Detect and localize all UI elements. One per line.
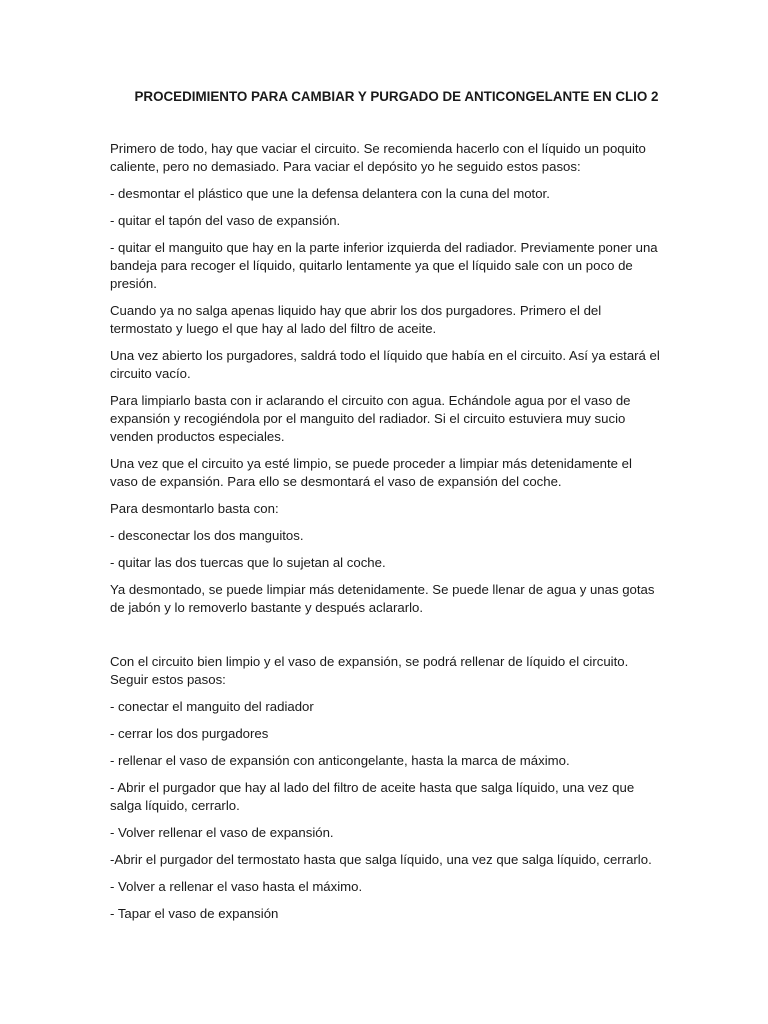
paragraph-desmontar: Para desmontarlo basta con:: [110, 501, 279, 516]
step-tapar-vaso: - Tapar el vaso de expansión: [110, 906, 279, 921]
paragraph-limpiar: Para limpiarlo basta con ir aclarando el circuito con agua. Echándole agua por el vaso de expansión y recogiéndola por el manguito del radiador. Si el circuito estuviera muy sucio venden productos especiales.: [110, 393, 631, 444]
paragraph-circuito-vacio: Una vez abierto los purgadores, saldrá todo el líquido que había en el circuito. Así ya estará el circuito vacío.: [110, 348, 660, 381]
step-abrir-purgador-filtro: - Abrir el purgador que hay al lado del filtro de aceite hasta que salga líquido, una vez que salga líquido, cerrarlo.: [110, 780, 635, 813]
step-desconectar-manguitos: - desconectar los dos manguitos.: [110, 528, 304, 543]
step-desmontar-plastico: - desmontar el plástico que une la defensa delantera con la cuna del motor.: [110, 186, 550, 201]
step-quitar-tapon: - quitar el tapón del vaso de expansión.: [110, 213, 341, 228]
paragraph-purgadores: Cuando ya no salga apenas liquido hay que abrir los dos purgadores. Primero el del termostato y luego el que hay al lado del filtro de aceite.: [110, 303, 602, 336]
step-conectar-manguito: - conectar el manguito del radiador: [110, 699, 314, 714]
document-body: [110, 140, 662, 932]
paragraph-vaso-expansion: Una vez que el circuito ya esté limpio, se puede proceder a limpiar más detenidamente el vaso de expansión. Para ello se desmontará el vaso de expansión del coche.: [110, 456, 632, 489]
step-quitar-tuercas: - quitar las dos tuercas que lo sujetan al coche.: [110, 555, 386, 570]
step-abrir-purgador-termostato: -Abrir el purgador del termostato hasta que salga líquido, una vez que salga líquido, cerrarlo.: [110, 852, 652, 867]
step-volver-rellenar: - Volver rellenar el vaso de expansión.: [110, 825, 334, 840]
step-quitar-manguito: - quitar el manguito que hay en la parte inferior izquierda del radiador. Previamente poner una bandeja para recoger el líquido, quitarlo lentamente ya que el líquido sale con un poco de presión.: [110, 240, 658, 291]
step-cerrar-purgadores: - cerrar los dos purgadores: [110, 726, 269, 741]
step-rellenar-maximo: - Volver a rellenar el vaso hasta el máximo.: [110, 879, 363, 894]
paragraph-intro: Primero de todo, hay que vaciar el circuito. Se recomienda hacerlo con el líquido un poquito caliente, pero no demasiado. Para vaciar el depósito yo he seguido estos pasos:: [110, 141, 646, 174]
step-rellenar-vaso: - rellenar el vaso de expansión con anticongelante, hasta la marca de máximo.: [110, 753, 570, 768]
document-title: PROCEDIMIENTO PARA CAMBIAR Y PURGADO DE ANTICONGELANTE EN CLIO 2: [134, 89, 659, 104]
paragraph-desmontado: Ya desmontado, se puede limpiar más detenidamente. Se puede llenar de agua y unas gotas de jabón y lo removerlo bastante y después aclararlo.: [110, 582, 655, 615]
paragraph-rellenar: Con el circuito bien limpio y el vaso de expansión, se podrá rellenar de líquido el circuito. Seguir estos pasos:: [110, 654, 629, 687]
